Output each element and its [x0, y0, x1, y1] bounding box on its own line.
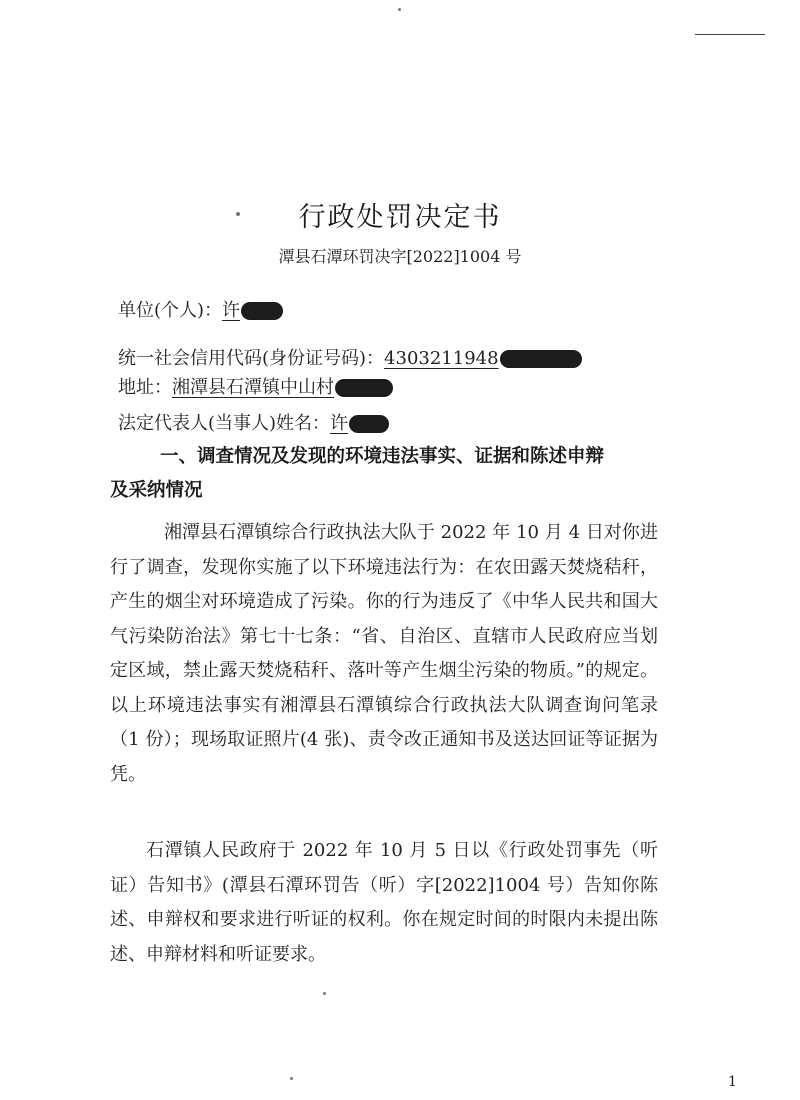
scan-speck	[323, 992, 326, 995]
redaction-mark	[500, 350, 582, 368]
legal-rep-field	[118, 409, 389, 435]
redaction-mark	[335, 379, 393, 397]
paragraph-notice-text: 石潭镇人民政府于 2022 年 10 月 5 日以《行政处罚事先（听证）告知书》(潭县石潭环罚告（听）字[2022]1004 号）告知你陈述、申辩权和要求进行听证的权利。你在规定时间的时限内未提出陈述、申辩材料和听证要求。	[110, 840, 658, 965]
address-field	[118, 373, 393, 399]
redaction-mark	[241, 302, 283, 320]
document-number: 潭县石潭环罚决字[2022]1004 号	[278, 247, 522, 266]
section-heading-line1: 一、调查情况及发现的环境违法事实、证据和陈述申辩	[160, 446, 605, 467]
scan-speck	[398, 8, 401, 11]
unit-label: 单位(个人)：	[118, 300, 223, 321]
credit-code-label: 统一社会信用代码(身份证号码)：	[118, 348, 385, 369]
unit-field	[118, 296, 283, 322]
address-value: 湘潭县石潭镇中山村	[172, 377, 334, 398]
section-heading	[110, 440, 670, 508]
paragraph-notice	[110, 834, 658, 972]
legal-rep-label: 法定代表人(当事人)姓名：	[118, 413, 331, 434]
credit-code-field	[118, 344, 582, 370]
credit-code-value: 4303211948	[384, 348, 499, 369]
paragraph-investigation-text: 湘潭县石潭镇综合行政执法大队于 2022 年 10 月 4 日对你进行了调查，发现你实施了以下环境违法行为：在农田露天焚烧秸秆，产生的烟尘对环境造成了污染。你的行为违反了《中华人民共和国大气污染防治法》第七十七条：“省、自治区、直辖市人民政府应当划定区域，禁止露天焚烧秸秆、落叶等产生烟尘污染的物质。”的规定。以上环境违法事实有湘潭县石潭镇综合行政执法大队调查询问笔录（1 份）；现场取证照片(4 张)、责令改正通知书及送达回证等证据为凭。	[110, 522, 658, 785]
corner-mark-line	[695, 34, 765, 35]
paragraph-investigation	[110, 516, 658, 792]
address-label: 地址：	[118, 377, 172, 398]
section-heading-line2: 及采纳情况	[110, 480, 203, 501]
scan-speck	[290, 1077, 293, 1080]
unit-value: 许	[222, 300, 241, 321]
document-title: 行政处罚决定书	[298, 202, 502, 233]
page-number: 1	[728, 1074, 737, 1090]
redaction-mark	[349, 415, 389, 433]
legal-rep-value: 许	[330, 413, 349, 434]
